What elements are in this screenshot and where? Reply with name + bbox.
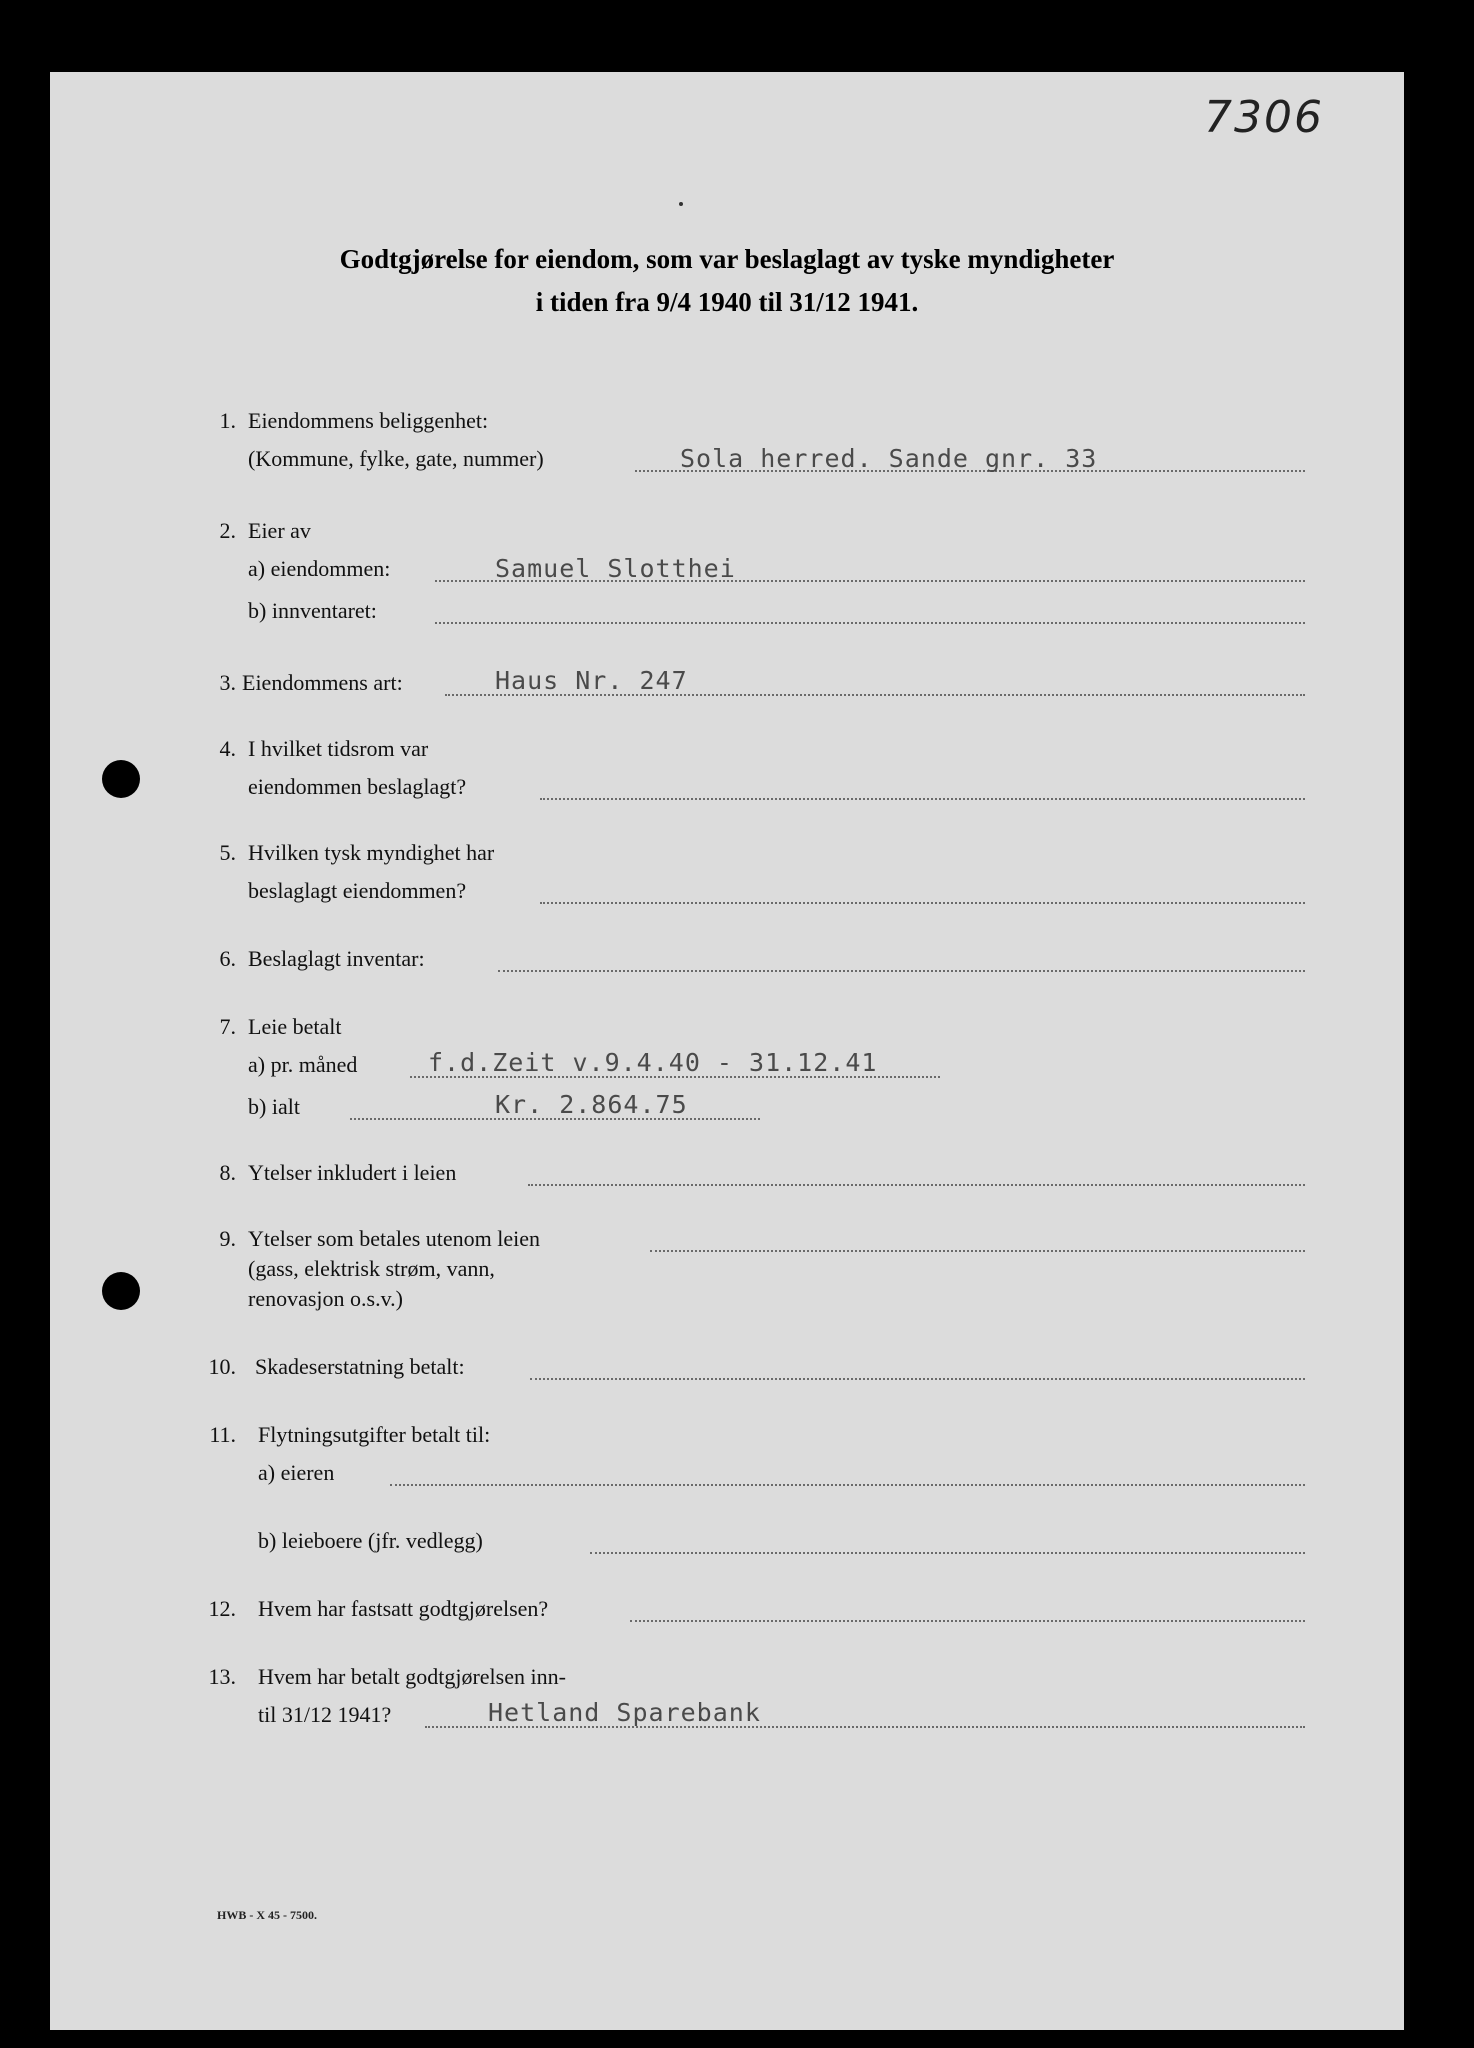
q9-sublabel1: (gass, elektrisk strøm, vann, (248, 1256, 495, 1281)
q10-label: Skadeserstatning betalt: (255, 1354, 465, 1379)
q1-sublabel: (Kommune, fylke, gate, nummer) (248, 446, 544, 471)
q6-answer-line (498, 970, 1305, 972)
q6-label: Beslaglagt inventar: (248, 946, 425, 971)
q4-label: I hvilket tidsrom var (248, 736, 429, 761)
q10-answer-line (530, 1378, 1305, 1380)
q8-answer-line (528, 1184, 1305, 1186)
q12-label: Hvem har fastsatt godtgjørelsen? (258, 1596, 549, 1621)
q10-number: 10. (208, 1354, 236, 1379)
q2-label: Eier av (248, 518, 311, 543)
q7a-answer: f.d.Zeit v.9.4.40 - 31.12.41 (428, 1048, 878, 1077)
q7-number: 7. (219, 1014, 236, 1039)
q4-answer-line (540, 798, 1305, 800)
q5-answer-line (540, 902, 1305, 904)
q12-answer-line (630, 1620, 1305, 1622)
q13-number: 13. (208, 1664, 236, 1689)
q11b-label: b) leieboere (jfr. vedlegg) (258, 1528, 483, 1553)
q3-label: Eiendommens art: (242, 670, 403, 695)
q9-label: Ytelser som betales utenom leien (248, 1226, 541, 1251)
form-title-line2: i tiden fra 9/4 1940 til 31/12 1941. (535, 287, 919, 317)
q12-number: 12. (208, 1596, 236, 1621)
q11a-answer-line (390, 1484, 1305, 1486)
q5-number: 5. (219, 840, 236, 865)
q9-answer-line (650, 1250, 1305, 1252)
q8-label: Ytelser inkludert i leien (248, 1160, 457, 1185)
q2b-answer-line (435, 622, 1305, 624)
q7b-label: b) ialt (248, 1094, 300, 1119)
q7b-answer: Kr. 2.864.75 (495, 1090, 688, 1119)
q13-label: Hvem har betalt godtgjørelsen inn- (258, 1664, 566, 1689)
q13-sublabel: til 31/12 1941? (258, 1702, 392, 1727)
q8-number: 8. (219, 1160, 236, 1185)
printer-mark: HWB - X 45 - 7500. (217, 1908, 317, 1922)
q1-answer: Sola herred. Sande gnr. 33 (680, 444, 1098, 473)
q2a-answer: Samuel Slotthei (495, 554, 736, 583)
q11-label: Flytningsutgifter betalt til: (258, 1422, 491, 1447)
q4-sublabel: eiendommen beslaglagt? (248, 774, 467, 799)
q5-label: Hvilken tysk myndighet har (248, 840, 495, 865)
q11-number: 11. (209, 1422, 236, 1447)
ink-dot (679, 202, 683, 206)
form-sheet (50, 72, 1404, 2030)
q5-sublabel: beslaglagt eiendommen? (248, 878, 467, 903)
q7-label: Leie betalt (248, 1014, 342, 1039)
punch-hole-upper (102, 760, 140, 798)
q1-label: Eiendommens beliggenhet: (248, 408, 489, 433)
q7a-label: a) pr. måned (248, 1052, 358, 1077)
form-title-line1: Godtgjørelse for eiendom, som var beslaglagt av tyske myndigheter (339, 244, 1115, 274)
q4-number: 4. (219, 736, 236, 761)
q11a-label: a) eieren (258, 1460, 335, 1485)
q9-sublabel2: renovasjon o.s.v.) (248, 1286, 403, 1311)
punch-hole-lower (102, 1272, 140, 1310)
archive-number: 7306 (1204, 92, 1324, 143)
q13-answer: Hetland Sparebank (488, 1698, 761, 1727)
q11b-answer-line (590, 1552, 1305, 1554)
q6-number: 6. (219, 946, 236, 971)
q2b-label: b) innventaret: (248, 598, 377, 623)
q1-number: 1. (219, 408, 236, 433)
q2-number: 2. (219, 518, 236, 543)
q3-number: 3. (219, 670, 236, 695)
q3-answer: Haus Nr. 247 (495, 666, 688, 695)
q9-number: 9. (219, 1226, 236, 1251)
q2a-label: a) eiendommen: (248, 556, 391, 581)
